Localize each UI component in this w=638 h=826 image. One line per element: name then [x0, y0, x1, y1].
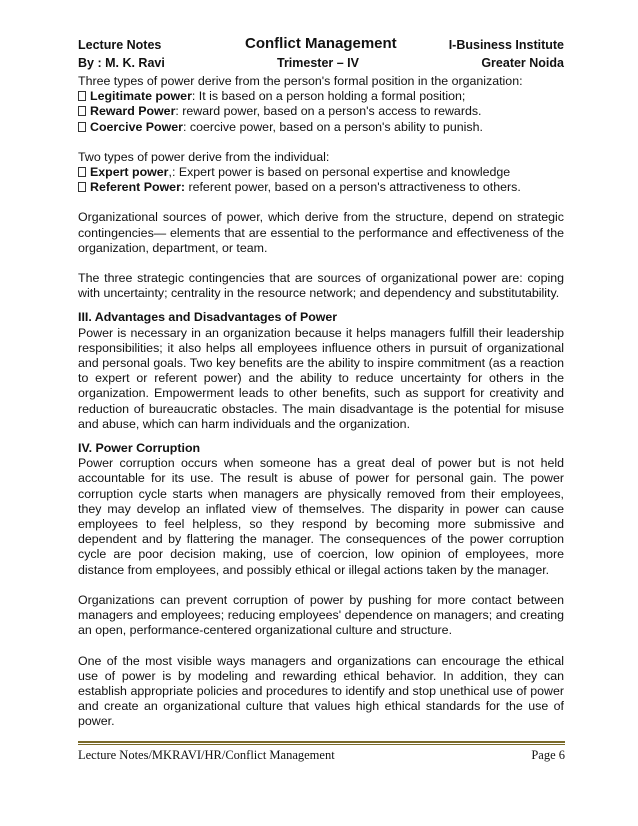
document-body — [78, 74, 564, 730]
list-item: Referent Power: referent power, based on a person's attractiveness to others. — [78, 180, 564, 195]
prevention-paragraph: Organizations can prevent corruption of power by pushing for more contact between managers and employees; reducing employees' dependence on managers; and creating an open, performance-centered organizational culture and structure. — [78, 592, 564, 638]
org-sources-paragraph: Organizational sources of power, which derive from the structure, depend on strategic contingencies— elements that are essential to the performance and effectiveness of the organization, department, or team. — [78, 210, 564, 255]
header-lecture-notes: Lecture Notes — [78, 38, 162, 52]
bullet-box-icon — [78, 106, 86, 116]
ethical-use-paragraph: One of the most visible ways managers and organizations can encourage the ethical use of power is by modeling and rewarding ethical behavior. In addition, they can establish appropriate policies and procedures to identify and stop unethical use of power and create an organizational culture that values high ethical standards for the use of power. — [78, 653, 564, 729]
page-number: Page 6 — [531, 748, 565, 762]
header-location: Greater Noida — [481, 56, 564, 70]
bullet-box-icon — [78, 167, 86, 177]
header-trimester: Trimester – IV — [277, 56, 359, 70]
section-4-paragraph: Power corruption occurs when someone has a great deal of power but is not held accountable for its use. The result is abuse of power for personal gain. The power corruption cycle starts when managers are physically removed from their employees, they may develop an inflated view of themselves. The disparity in power can cause employees to feel helpless, so they respond by becoming more submissive and dependent and by flattering the manager. The consequences of the power corruption cycle are poor decision making, use of coercion, low opinion of employees, more distance from employees, and possibly ethical or illegal actions taken by the manager. — [78, 456, 564, 577]
list-item: Legitimate power: It is based on a person holding a formal position; — [78, 89, 564, 104]
footer-rule — [78, 741, 565, 743]
formal-power-intro: Three types of power derive from the person's formal position in the organization: — [78, 74, 523, 88]
contingencies-paragraph: The three strategic contingencies that are sources of organizational power are: coping with uncertainty; centrality in the resource network; and dependency and substitutability. — [78, 271, 564, 301]
page-footer — [78, 741, 565, 766]
header-author: By : M. K. Ravi — [78, 56, 165, 70]
footer-path: Lecture Notes/MKRAVI/HR/Conflict Management — [78, 748, 335, 762]
document-page — [78, 35, 564, 730]
section-4-heading: IV. Power Corruption — [78, 441, 201, 456]
page-header — [78, 35, 564, 74]
header-title: Conflict Management — [245, 35, 397, 52]
list-item: Reward Power: reward power, based on a person's access to rewards. — [78, 104, 564, 119]
section-3-heading: III. Advantages and Disadvantages of Power — [78, 310, 338, 325]
list-item: Expert power,: Expert power is based on personal expertise and knowledge — [78, 165, 564, 180]
bullet-box-icon — [78, 182, 86, 192]
footer-rule-thin — [78, 744, 565, 745]
individual-power-intro: Two types of power derive from the individual: — [78, 149, 330, 164]
bullet-box-icon — [78, 91, 86, 101]
header-institute: I-Business Institute — [448, 38, 564, 52]
bullet-box-icon — [78, 122, 86, 132]
section-3-paragraph: Power is necessary in an organization because it helps managers fulfill their leadership responsibilities; it also helps all employees influence others in pursuit of organizational and personal goals. Two key benefits are the ability to inspire commitment (as a reaction to expert or referent power) and the ability to reduce uncertainty for others in the organization. Empowerment leads to other benefits, such as support for creativity and reduction of bureaucratic obstacles. The main disadvantage is the potential for misuse and abuse, which can harm individuals and the organization. — [78, 325, 564, 431]
list-item: Coercive Power: coercive power, based on a person's ability to punish. — [78, 120, 564, 135]
